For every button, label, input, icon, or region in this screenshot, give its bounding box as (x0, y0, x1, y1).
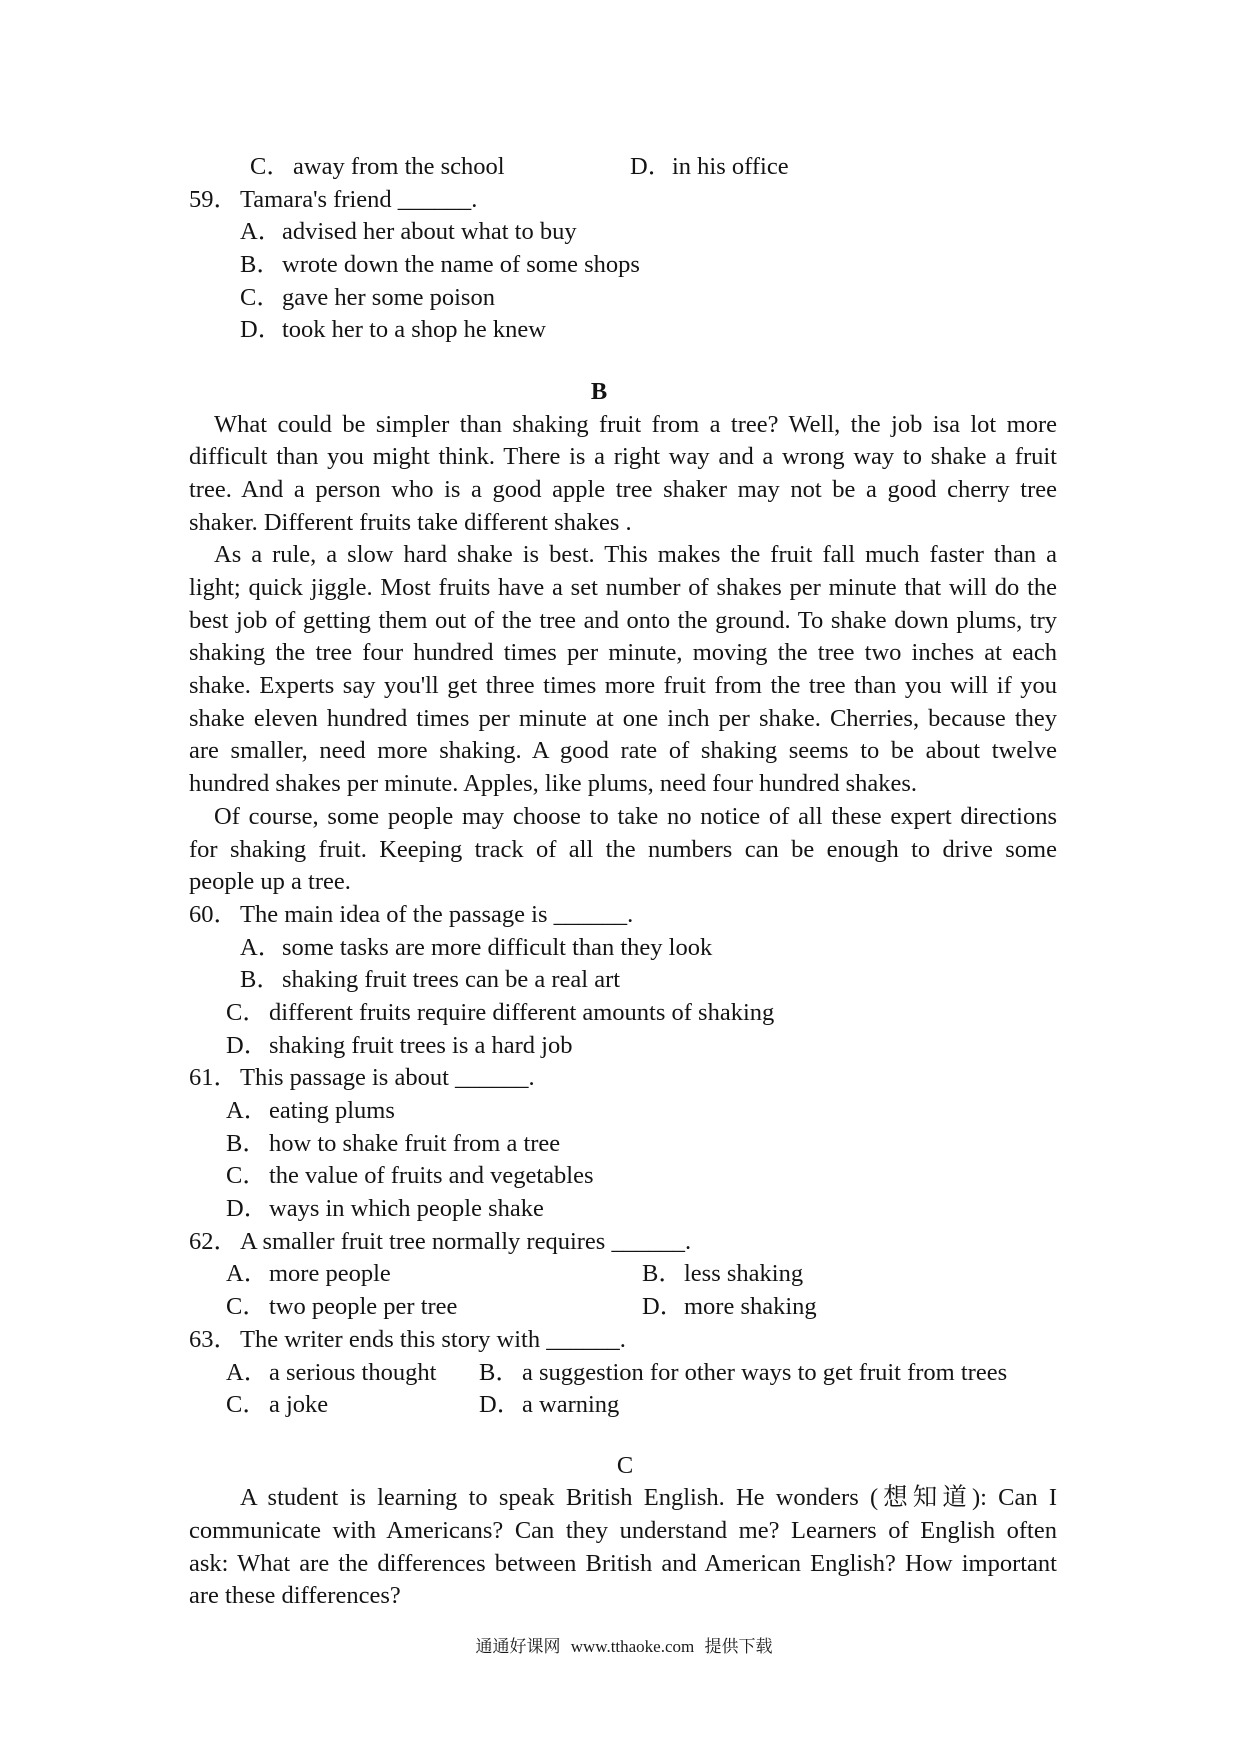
option-label: D． (630, 153, 673, 180)
q63-options-cd (0, 1389, 1240, 1422)
option-text: away from the school (293, 153, 505, 180)
passage-line: for shaking fruit. Keeping track of all the numbers can be enough to drive some (189, 835, 1057, 863)
option-label: C． (250, 153, 291, 180)
q63-options-ab (0, 1357, 1240, 1390)
passage-b-heading-row (0, 376, 1240, 409)
section-heading: B (590, 377, 608, 405)
q58-options-row (0, 151, 1240, 184)
option-label: D． (642, 1293, 685, 1321)
option-label: A． (226, 1097, 269, 1125)
option-label: A． (240, 933, 283, 961)
option-text: a serious thought (269, 1358, 437, 1386)
option-label: B． (479, 1358, 520, 1386)
option-text: ways in which people shake (269, 1195, 544, 1223)
question-number: 63． (189, 1325, 238, 1353)
passage-c-heading-row (0, 1450, 1240, 1483)
option-text: advised her about what to buy (282, 218, 577, 246)
q61-option-a (0, 1095, 1240, 1128)
option-label: C． (226, 1162, 267, 1190)
question-stem: This passage is about ______. (240, 1064, 535, 1092)
q59-option-d (0, 314, 1240, 347)
passage-line: difficult than you might think. There is a right way and a wrong way to shake a fruit (189, 443, 1057, 471)
q59-option-c (0, 282, 1240, 315)
q62-options-ab (0, 1258, 1240, 1291)
passage-line: Of course, some people may choose to take no notice of all these expert directions (214, 802, 1057, 830)
option-text: how to shake fruit from a tree (269, 1129, 561, 1157)
section-heading: C (616, 1451, 634, 1479)
option-text: wrote down the name of some shops (282, 251, 640, 279)
q61-option-d (0, 1193, 1240, 1226)
q59-option-b (0, 249, 1240, 282)
option-label: A． (226, 1358, 269, 1386)
option-label: D． (240, 316, 283, 344)
option-text: two people per tree (269, 1293, 458, 1321)
option-label: B． (642, 1260, 683, 1288)
option-text: gave her some poison (282, 283, 495, 311)
option-text: some tasks are more difficult than they look (282, 933, 713, 961)
option-label: D． (479, 1391, 522, 1419)
option-text: shaking fruit trees is a hard job (269, 1031, 573, 1059)
passage-line: As a rule, a slow hard shake is best. This makes the fruit fall much faster than a (214, 541, 1057, 569)
passage-line: shaker. Different fruits take different shakes . (189, 508, 632, 536)
option-label: C． (240, 283, 281, 311)
passage-line: tree. And a person who is a good apple tree shaker may not be a good cherry tree (189, 475, 1057, 503)
option-text: in his office (672, 153, 789, 180)
passage-line: ask: What are the differences between British and American English? How important (189, 1549, 1057, 1577)
option-text: the value of fruits and vegetables (269, 1162, 594, 1190)
question-stem: A smaller fruit tree normally requires ______. (240, 1227, 692, 1255)
option-text: took her to a shop he knew (282, 316, 546, 344)
question-61 (0, 1062, 1240, 1095)
q60-option-c (0, 997, 1240, 1030)
passage-line: A student is learning to speak British English. He wonders (想知道): Can I (240, 1484, 1057, 1512)
question-number: 62． (189, 1227, 238, 1255)
option-text: shaking fruit trees can be a real art (282, 966, 621, 994)
question-60 (0, 899, 1240, 932)
question-number: 61． (189, 1064, 238, 1092)
option-text: more shaking (684, 1293, 817, 1321)
option-text: different fruits require different amounts of shaking (269, 998, 775, 1026)
question-62 (0, 1226, 1240, 1259)
option-label: D． (226, 1195, 269, 1223)
question-stem: The writer ends this story with ______. (240, 1325, 626, 1353)
passage-line: are smaller, need more shaking. A good rate of shaking seems to be about twelve (189, 737, 1057, 765)
question-number: 60． (189, 900, 238, 928)
q62-options-cd (0, 1291, 1240, 1324)
passage-line: are these differences? (189, 1582, 401, 1610)
option-label: B． (240, 251, 281, 279)
passage-line: What could be simpler than shaking fruit from a tree? Well, the job isa lot more (214, 410, 1057, 438)
passage-line: shake. Experts say you'll get three times more fruit from the tree than you will if you (189, 672, 1057, 700)
question-59 (0, 184, 1240, 217)
passage-line: people up a tree. (189, 868, 351, 896)
option-text: more people (269, 1260, 391, 1288)
passage-line: hundred shakes per minute. Apples, like plums, need four hundred shakes. (189, 770, 918, 798)
option-label: A． (226, 1260, 269, 1288)
option-label: B． (240, 966, 281, 994)
question-stem: The main idea of the passage is ______. (240, 900, 634, 928)
option-label: B． (226, 1129, 267, 1157)
q60-option-b (0, 964, 1240, 997)
option-text: a joke (269, 1391, 329, 1419)
option-text: less shaking (684, 1260, 804, 1288)
passage-line: light; quick jiggle. Most fruits have a set number of shakes per minute that will do the (189, 574, 1057, 602)
option-label: D． (226, 1031, 269, 1059)
option-label: C． (226, 1391, 267, 1419)
page-content (0, 151, 1240, 1613)
passage-line: best job of getting them out of the tree and onto the ground. To shake down plums, try (189, 606, 1057, 634)
option-label: A． (240, 218, 283, 246)
option-text: a suggestion for other ways to get fruit from trees (522, 1358, 1008, 1386)
q61-option-c (0, 1160, 1240, 1193)
option-label: C． (226, 1293, 267, 1321)
option-text: eating plums (269, 1097, 395, 1125)
q60-option-a (0, 932, 1240, 965)
page-footer: 通通好课网 www.tthaoke.com 提供下载 (475, 1637, 773, 1656)
q60-option-d (0, 1030, 1240, 1063)
question-63 (0, 1324, 1240, 1357)
option-text: a warning (522, 1391, 620, 1419)
question-number: 59． (189, 185, 238, 213)
q59-option-a (0, 216, 1240, 249)
passage-line: communicate with Americans? Can they understand me? Learners of English often (189, 1516, 1057, 1544)
option-label: C． (226, 998, 267, 1026)
question-stem: Tamara's friend ______. (240, 185, 478, 213)
passage-line: shaking the tree four hundred times per minute, moving the tree two inches at each (189, 639, 1057, 667)
passage-line: shake eleven hundred times per minute at one inch per shake. Cherries, because they (189, 704, 1057, 732)
q61-option-b (0, 1128, 1240, 1161)
